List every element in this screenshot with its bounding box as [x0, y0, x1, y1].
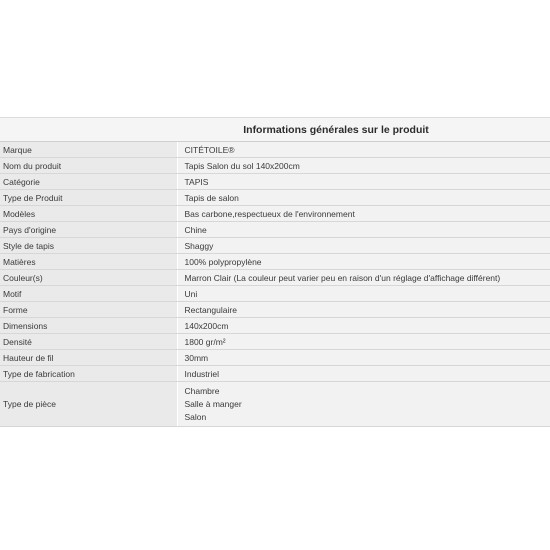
- row-value: Bas carbone,respectueux de l'environnement: [177, 206, 550, 222]
- row-value-item: Chambre: [184, 385, 220, 396]
- table-row: [0, 174, 550, 190]
- row-label: Type de pièce: [0, 382, 177, 427]
- row-value: Industriel: [177, 366, 550, 382]
- table-row: [0, 382, 550, 427]
- row-label: Dimensions: [0, 318, 177, 334]
- row-value: 30mm: [177, 350, 550, 366]
- table-title: [0, 118, 550, 142]
- row-label: Nom du produit: [0, 158, 177, 174]
- table-row: [0, 238, 550, 254]
- table-row: [0, 366, 550, 382]
- row-value: Chine: [177, 222, 550, 238]
- table-row: [0, 334, 550, 350]
- row-value-item: Salon: [184, 411, 207, 422]
- table-title-text: Informations générales sur le produit: [243, 123, 429, 136]
- table-row: [0, 302, 550, 318]
- row-label: Densité: [0, 334, 177, 350]
- table-row: [0, 158, 550, 174]
- row-label: Type de fabrication: [0, 366, 177, 382]
- product-info-table: [0, 117, 550, 427]
- row-label: Marque: [0, 142, 177, 158]
- row-label: Motif: [0, 286, 177, 302]
- row-value: Uni: [177, 286, 550, 302]
- table-header-row: [0, 118, 550, 142]
- row-value: Tapis Salon du sol 140x200cm: [177, 158, 550, 174]
- row-label: Matières: [0, 254, 177, 270]
- row-label: Hauteur de fil: [0, 350, 177, 366]
- row-value: Shaggy: [177, 238, 550, 254]
- table-row: [0, 206, 550, 222]
- row-value: TAPIS: [177, 174, 550, 190]
- table-row: [0, 350, 550, 366]
- table-row: [0, 190, 550, 206]
- table-row: [0, 270, 550, 286]
- table-row: [0, 318, 550, 334]
- row-value: CITÉTOILE®: [177, 142, 550, 158]
- row-value: 100% polypropylène: [177, 254, 550, 270]
- row-label: Catégorie: [0, 174, 177, 190]
- row-value-list: [177, 382, 550, 427]
- row-label: Forme: [0, 302, 177, 318]
- table-row: [0, 286, 550, 302]
- row-label: Couleur(s): [0, 270, 177, 286]
- row-label: Pays d'origine: [0, 222, 177, 238]
- row-value: 1800 gr/m²: [177, 334, 550, 350]
- row-value: Marron Clair (La couleur peut varier peu en raison d'un réglage d'affichage différent): [177, 270, 550, 286]
- row-value: Tapis de salon: [177, 190, 550, 206]
- table-row: [0, 254, 550, 270]
- table-row: [0, 222, 550, 238]
- table-row: [0, 142, 550, 158]
- row-label: Type de Produit: [0, 190, 177, 206]
- row-value: Rectangulaire: [177, 302, 550, 318]
- row-label: Style de tapis: [0, 238, 177, 254]
- row-value: 140x200cm: [177, 318, 550, 334]
- row-label: Modèles: [0, 206, 177, 222]
- row-value-item: Salle à manger: [184, 398, 242, 409]
